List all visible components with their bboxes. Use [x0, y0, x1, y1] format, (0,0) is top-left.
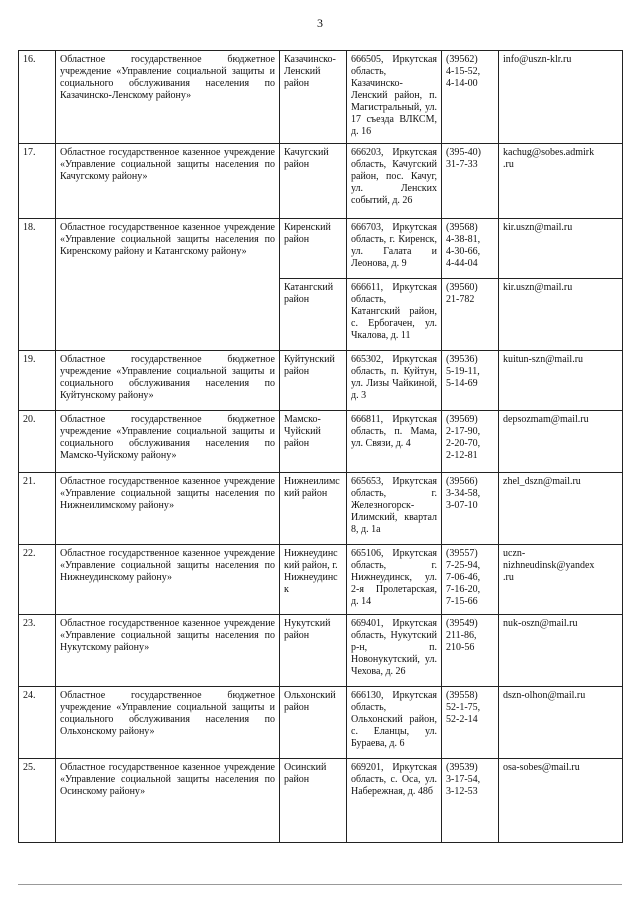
phone: (39566) 3-34-58, 3-07-10 — [442, 473, 499, 545]
table-row — [19, 473, 623, 545]
table-row — [19, 411, 623, 473]
email[interactable]: kir.uszn@mail.ru — [499, 219, 623, 279]
address: 666130, Иркутская область, Ольхонский район, с. Еланцы, ул. Бураева, д. 6 — [347, 687, 442, 759]
address: 665653, Иркутская область, г. Железногорск-Илимский, квартал 8, д. 1а — [347, 473, 442, 545]
district: Ольхонский район — [280, 687, 347, 759]
row-number: 22. — [19, 545, 56, 615]
phone: (39562) 4-15-52, 4-14-00 — [442, 51, 499, 144]
email[interactable]: dszn-olhon@mail.ru — [499, 687, 623, 759]
institution-name: Областное государственное бюджетное учреждение «Управление социальной защиты и социального обслуживания населения по Куйтунскому району» — [56, 351, 280, 411]
institution-name: Областное государственное бюджетное учреждение «Управление социальной защиты и социального обслуживания населения по Мамско-Чуйскому району» — [56, 411, 280, 473]
phone: (39569) 2-17-90, 2-20-70, 2-12-81 — [442, 411, 499, 473]
table-row — [19, 144, 623, 219]
district: Куйтунский район — [280, 351, 347, 411]
table-row — [19, 351, 623, 411]
address: 666203, Иркутская область, Качугский район, пос. Качуг, ул. Ленских событий, д. 26 — [347, 144, 442, 219]
district: Катангский район — [280, 279, 347, 351]
row-number: 18. — [19, 219, 56, 351]
institutions-table — [18, 50, 623, 843]
institution-name: Областное государственное казенное учреждение «Управление социальной защиты населения по Осинскому району» — [56, 759, 280, 843]
table-row — [19, 615, 623, 687]
table-row — [19, 759, 623, 843]
row-number: 16. — [19, 51, 56, 144]
phone: (39560) 21-782 — [442, 279, 499, 351]
institution-name: Областное государственное казенное учреждение «Управление социальной защиты населения по Качугскому району» — [56, 144, 280, 219]
institution-name: Областное государственное казенное учреждение «Управление социальной защиты населения по Нижнеилимскому району» — [56, 473, 280, 545]
district: Нукутский район — [280, 615, 347, 687]
address: 669201, Иркутская область, с. Оса, ул. Набережная, д. 48б — [347, 759, 442, 843]
institution-name: Областное государственное казенное учреждение «Управление социальной защиты населения по Нижнеудинскому району» — [56, 545, 280, 615]
institution-name: Областное государственное казенное учреждение «Управление социальной защиты населения по Киренскому району и Катангскому району» — [56, 219, 280, 351]
email[interactable]: osa-sobes@mail.ru — [499, 759, 623, 843]
address: 666703, Иркутская область, г. Киренск, ул. Галата и Леонова, д. 9 — [347, 219, 442, 279]
table-row — [19, 51, 623, 144]
institution-name: Областное государственное казенное учреждение «Управление социальной защиты населения по Нукутскому району» — [56, 615, 280, 687]
row-number: 17. — [19, 144, 56, 219]
district: Казачинско-Ленский район — [280, 51, 347, 144]
district: Киренский район — [280, 219, 347, 279]
row-number: 20. — [19, 411, 56, 473]
district: Нижнеудинский район, г. Нижнеудинск — [280, 545, 347, 615]
page-bottom-rule — [18, 884, 622, 885]
address: 666505, Иркутская область, Казачинско-Ленский район, п. Магистральный, ул. 17 съезда ВЛКСМ, д. 16 — [347, 51, 442, 144]
email[interactable]: nuk-oszn@mail.ru — [499, 615, 623, 687]
district: Мамско-Чуйский район — [280, 411, 347, 473]
page-number: 3 — [317, 16, 323, 30]
row-number: 24. — [19, 687, 56, 759]
district: Нижнеилимский район — [280, 473, 347, 545]
phone: (39549) 211-86, 210-56 — [442, 615, 499, 687]
table-row — [19, 219, 623, 279]
table-row — [19, 545, 623, 615]
row-number: 21. — [19, 473, 56, 545]
phone: (39558) 52-1-75, 52-2-14 — [442, 687, 499, 759]
email[interactable]: kuitun-szn@mail.ru — [499, 351, 623, 411]
email[interactable]: depsozmam@mail.ru — [499, 411, 623, 473]
district: Осинский район — [280, 759, 347, 843]
table-row — [19, 687, 623, 759]
address: 669401, Иркутская область, Нукутский р-н, п. Новонукутский, ул. Чехова, д. 26 — [347, 615, 442, 687]
phone: (39536) 5-19-11, 5-14-69 — [442, 351, 499, 411]
address: 665106, Иркутская область, г. Нижнеудинск, ул. 2-я Пролетарская, д. 14 — [347, 545, 442, 615]
institution-name: Областное государственное бюджетное учреждение «Управление социальной защиты и социального обслуживания населения по Ольхонскому району» — [56, 687, 280, 759]
address: 665302, Иркутская область, п. Куйтун, ул. Лизы Чайкиной, д. 3 — [347, 351, 442, 411]
row-number: 19. — [19, 351, 56, 411]
phone: (39539) 3-17-54, 3-12-53 — [442, 759, 499, 843]
phone: (39557) 7-25-94, 7-06-46, 7-16-20, 7-15-66 — [442, 545, 499, 615]
row-number: 23. — [19, 615, 56, 687]
district: Качугский район — [280, 144, 347, 219]
email[interactable]: uczn- nizhneudinsk@yandex .ru — [499, 545, 623, 615]
address: 666811, Иркутская область, п. Мама, ул. Связи, д. 4 — [347, 411, 442, 473]
phone: (395-40) 31-7-33 — [442, 144, 499, 219]
institution-name: Областное государственное бюджетное учреждение «Управление социальной защиты и социального обслуживания населения по Казачинско-Ленскому району» — [56, 51, 280, 144]
row-number: 25. — [19, 759, 56, 843]
email[interactable]: info@uszn-klr.ru — [499, 51, 623, 144]
email[interactable]: kir.uszn@mail.ru — [499, 279, 623, 351]
address: 666611, Иркутская область, Катангский район, с. Ербогачен, ул. Чкалова, д. 11 — [347, 279, 442, 351]
email[interactable]: zhel_dszn@mail.ru — [499, 473, 623, 545]
phone: (39568) 4-38-81, 4-30-66, 4-44-04 — [442, 219, 499, 279]
email[interactable]: kachug@sobes.admirk .ru — [499, 144, 623, 219]
